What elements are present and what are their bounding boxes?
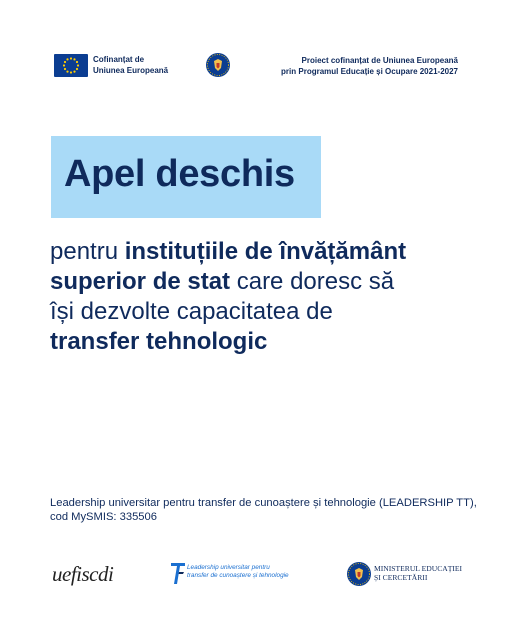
eu-line-1: Cofinanțat de: [93, 55, 145, 64]
lead-text: pentru: [50, 238, 125, 265]
lead-paragraph: [50, 237, 470, 357]
lead-line-1: [50, 237, 470, 267]
header: [0, 0, 512, 110]
project-code-line: cod MySMIS: 335506: [50, 510, 157, 523]
page-title: Apel deschis: [64, 153, 295, 195]
romania-coat-of-arms-icon: [205, 52, 231, 78]
leadership-tt-mark-icon: [170, 560, 186, 586]
uefiscdi-logo: uefiscdi: [52, 562, 114, 586]
eu-flag-icon: [54, 54, 88, 77]
eu-cofinancing-label: [93, 55, 168, 76]
lead-text-bold: superior de stat: [50, 268, 231, 295]
lead-line-2: [50, 267, 470, 297]
tt-line-2: transfer de cunoaștere și tehnologie: [187, 571, 289, 579]
ministry-text: [374, 564, 462, 582]
project-line-2: prin Programul Educație și Ocupare 2021-2027: [281, 67, 458, 76]
project-line-1: Proiect cofinanțat de Uniunea Europeană: [301, 56, 458, 65]
lead-text-bold: transfer tehnologic: [50, 328, 268, 355]
ministry-coat-of-arms-icon: [346, 561, 372, 587]
leadership-tt-text: [187, 564, 289, 579]
project-title-line: Leadership universitar pentru transfer de cunoaștere și tehnologie (LEADERSHIP TT),: [50, 497, 477, 509]
lead-text: care doresc să: [230, 268, 395, 295]
lead-text: își dezvolte capacitatea de: [50, 298, 333, 325]
lead-text-bold: instituțiile de învățământ: [124, 238, 407, 265]
tt-line-1: Leadership universitar pentru: [187, 564, 270, 571]
lead-line-3: [50, 297, 470, 327]
project-cofinancing-label: [238, 55, 458, 77]
ministry-logo: [346, 561, 466, 591]
eu-line-2: Uniunea Europeană: [93, 65, 169, 75]
ministry-line-2: ȘI CERCETĂRII: [374, 573, 428, 583]
leadership-tt-logo: [170, 560, 310, 588]
project-info: [50, 497, 477, 524]
lead-line-4: [50, 327, 470, 357]
ministry-line-1: MINISTERUL EDUCAȚIEI: [374, 564, 463, 573]
